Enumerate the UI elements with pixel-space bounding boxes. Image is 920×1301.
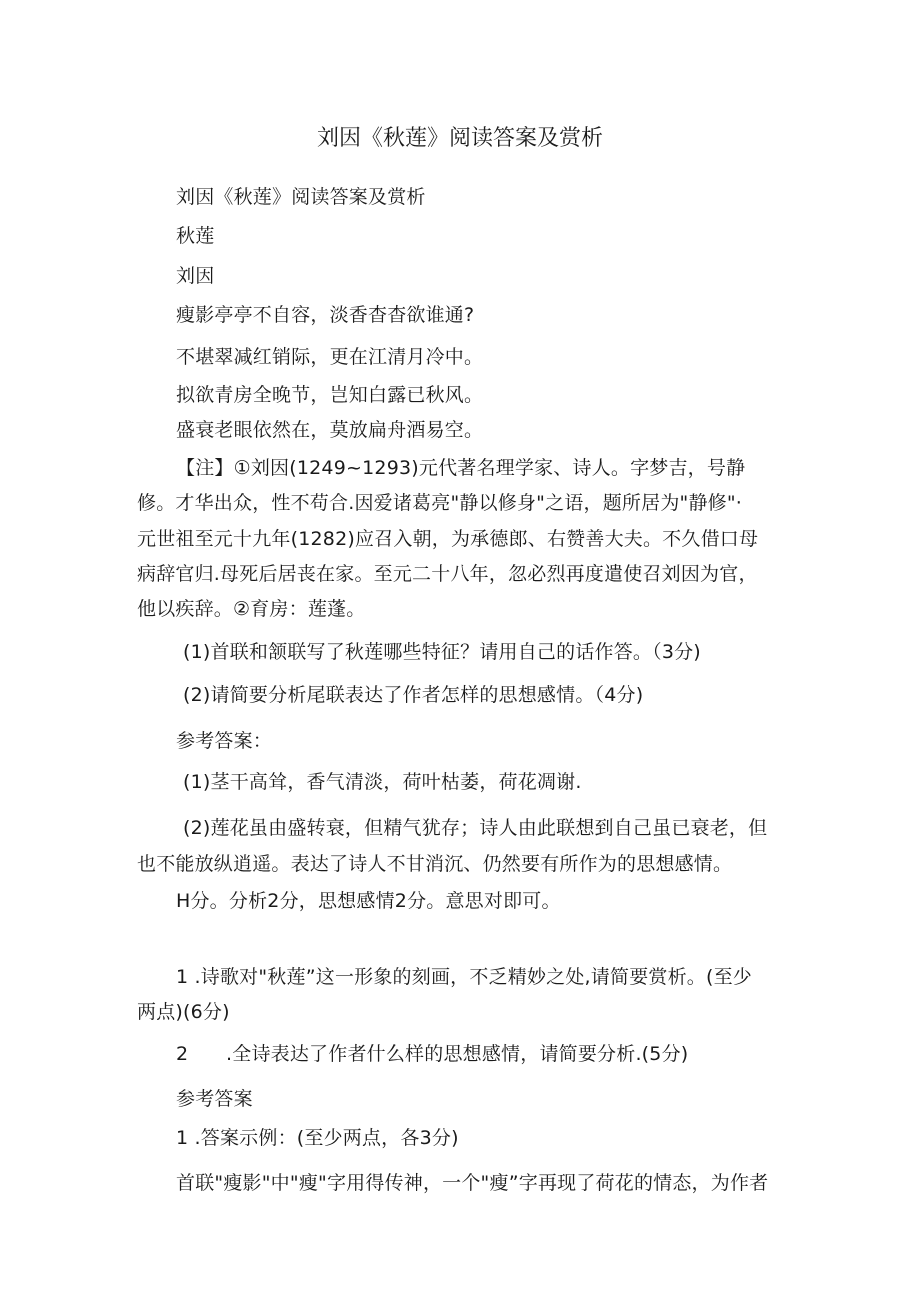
answer-3-line: 首联"瘦影"中"瘦"字用得传神，一个"瘦”字再现了荷花的情态，为作者 xyxy=(176,1172,769,1194)
poem-line: 拟欲青房全晚节，岂知白露已秋风。 xyxy=(176,384,484,406)
question-3-line: 两点)(6分) xyxy=(137,1001,230,1023)
poem-author: 刘因 xyxy=(176,265,215,287)
score-note: H分。分析2分，思想感情2分。意思对即可。 xyxy=(176,890,561,912)
answer-1: (1)茎干高耸，香气清淡，荷叶枯萎，荷花凋谢. xyxy=(183,771,582,793)
note-line: 修。才华出众，性不苟合.因爱诸葛亮"静以修身"之语，题所居为"静修"· xyxy=(137,492,743,514)
answer-heading: 参考答案： xyxy=(176,730,273,752)
answer-heading: 参考答案 xyxy=(176,1088,253,1110)
question-3-line: 1 .诗歌对"秋莲”这一形象的刻画，不乏精妙之处,请简要赏析。(至少 xyxy=(176,966,753,988)
note-line: 【注】①刘因(1249~1293)元代著名理学家、诗人。字梦吉，号静 xyxy=(176,457,746,479)
poem-line: 瘦影亭亭不自容，淡香杳杳欲谁通? xyxy=(176,304,475,326)
poem-line: 不堪翠减红销际，更在江清月冷中。 xyxy=(176,346,484,368)
note-line: 病辞官归.母死后居丧在家。至元二十八年，忽必烈再度遣使召刘因为官， xyxy=(137,563,758,585)
question-1: (1)首联和颔联写了秋莲哪些特征？请用自己的话作答。（3分) xyxy=(183,641,701,663)
answer-2-line: (2)莲花虽由盛转衰，但精气犹存；诗人由此联想到自己虽已衰老，但 xyxy=(183,817,768,839)
question-4-text: .全诗表达了作者什么样的思想感情，请简要分析.(5分) xyxy=(226,1043,689,1065)
note-line: 元世祖至元十九年(1282)应召入朝，为承德郎、右赞善大夫。不久借口母 xyxy=(137,528,759,550)
subtitle: 刘因《秋莲》阅读答案及赏析 xyxy=(176,186,426,208)
poem-line: 盛衰老眼依然在，莫放扁舟酒易空。 xyxy=(176,419,484,441)
page-title: 刘因《秋莲》阅读答案及赏析 xyxy=(316,126,603,151)
question-4-number: 2 xyxy=(176,1043,189,1065)
poem-title: 秋莲 xyxy=(176,225,215,247)
question-4 xyxy=(176,1042,688,1066)
answer-3-heading: 1 .答案示例：(至少两点，各3分) xyxy=(176,1127,459,1149)
question-2: (2)请简要分析尾联表达了作者怎样的思想感情。（4分) xyxy=(183,684,644,706)
note-line: 他以疾辞。②育房：莲蓬。 xyxy=(137,598,366,620)
answer-2-line: 也不能放纵逍遥。表达了诗人不甘消沉、仍然要有所作为的思想感情。 xyxy=(137,853,733,875)
